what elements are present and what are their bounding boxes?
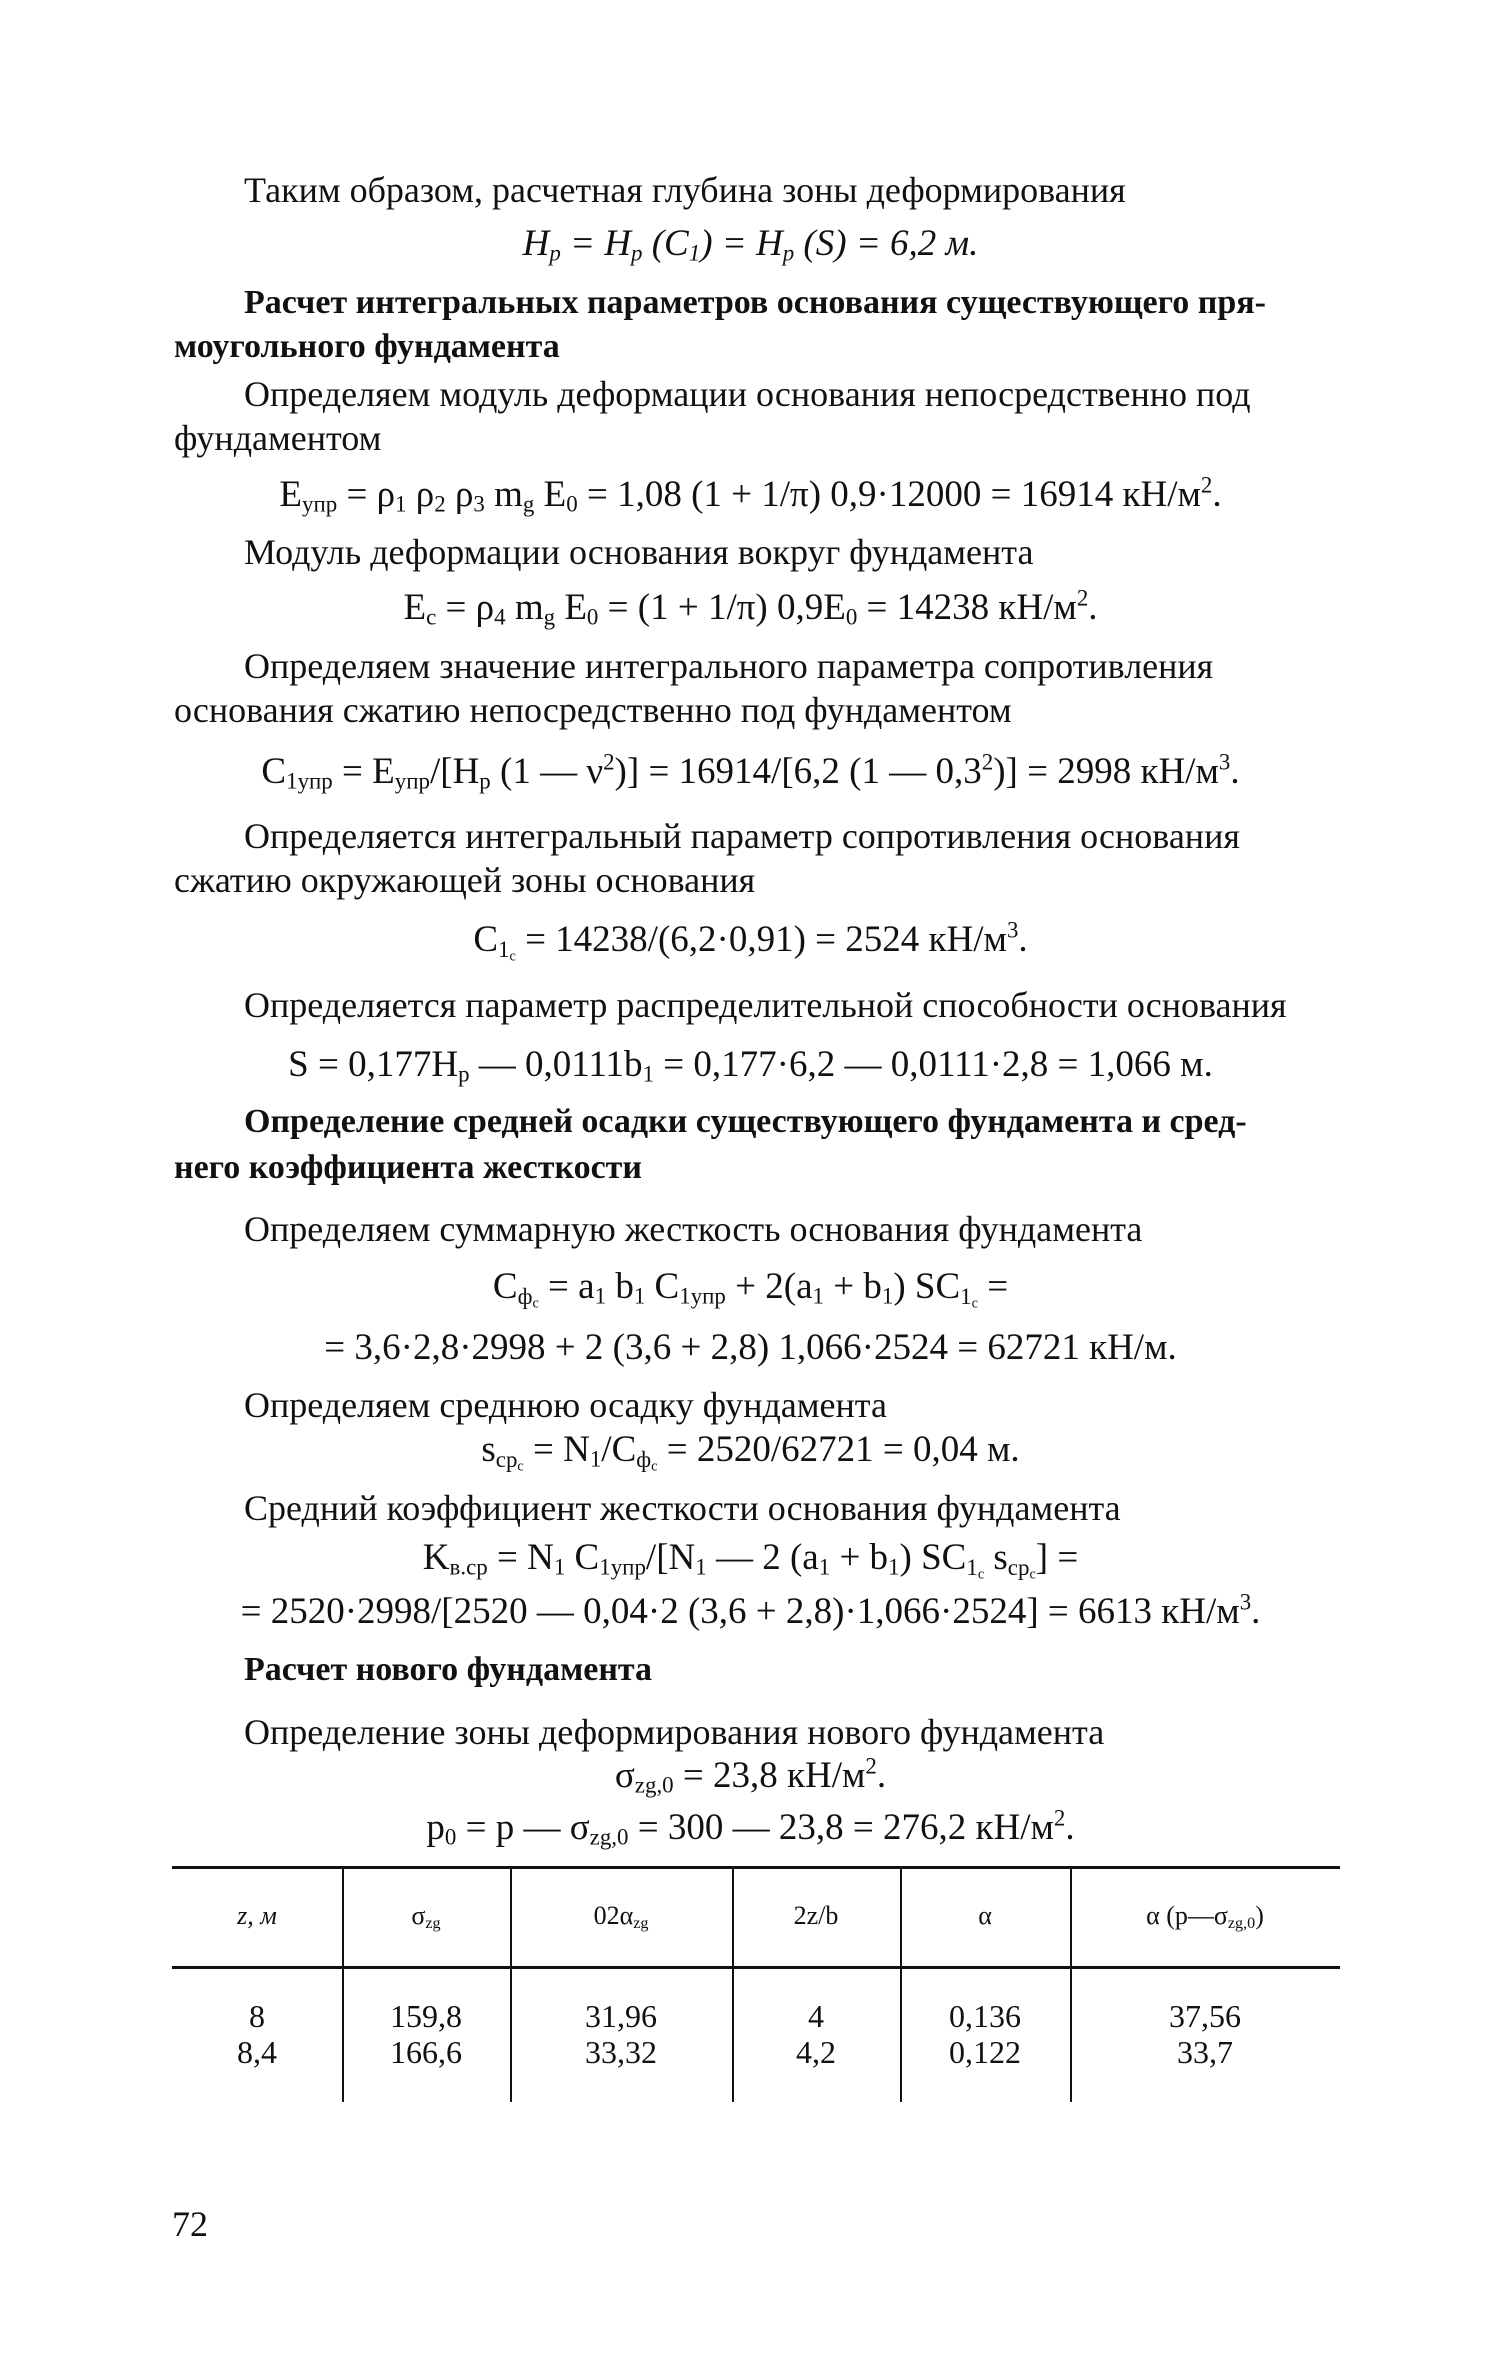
paragraph-line: фундаментом (174, 418, 382, 458)
table-cell: 37,56 (1169, 1998, 1241, 2034)
table-header-cell: $\sigma_{zg}$ (411, 1901, 441, 1933)
table-header-cell: z, м (237, 1901, 277, 1930)
formula-s: $S = 0,177H_p$ — $0,0111b_1 = 0,177\cdot 6,2$ — 0,0111·2,8 = 1,066 м. (288, 1044, 1213, 1087)
data-table (172, 1866, 1340, 2106)
table-header-cell: α (978, 1901, 992, 1930)
section-heading: Расчет нового фундамента (244, 1651, 653, 1688)
formula-e-upr: $E_{упр} = \rho_1$ $\rho_2$ $\rho_3$ $m_g$ $E_0 = 1,08$ (1 + 1/π) 0,9·12000 = 16914 $кН/м^2$. (279, 472, 1222, 517)
paragraph-line: Определяется параметр распределительной способности основания (244, 985, 1287, 1025)
section-heading: моугольного фундамента (174, 328, 560, 365)
paragraph-line: Таким образом, расчетная глубина зоны деформирования (244, 170, 1126, 210)
table-cell: 0,136 (949, 1998, 1021, 2034)
formula-c-f-c-value: = 3,6·2,8·2998 + 2 (3,6 + 2,8) 1,066·2524 = 62721 кН/м. (324, 1327, 1177, 1368)
table-cell: 31,96 (585, 1998, 657, 2034)
table-cell: 4,2 (796, 2034, 836, 2070)
paragraph-line: Определяем модуль деформации основания непосредственно под (244, 374, 1251, 414)
section-heading: Расчет интегральных параметров основания существующего пря- (244, 284, 1266, 321)
table-cell: 4 (808, 1998, 824, 2034)
formula-p0: $p_0 = p$ — $\sigma_{zg,0} = 300$ — 23,8 = 276,2 $кН/м^2$. (426, 1805, 1075, 1850)
table-header-cell: 2z/b (793, 1901, 839, 1930)
table-cell: 0,122 (949, 2034, 1021, 2070)
formula-s-cp: $s_{cp_c} = N_1/C_{ф_c} = 2520/62721 = 0,04$ м. (481, 1429, 1020, 1475)
paragraph-line: Определяем суммарную жесткость основания фундамента (244, 1209, 1143, 1249)
paragraph-line: сжатию окружающей зоны основания (174, 860, 756, 900)
paragraph-line: Определяем среднюю осадку фундамента (244, 1385, 887, 1425)
table-cell: 33,7 (1177, 2034, 1233, 2070)
paragraph-line: Определяем значение интегрального параметра сопротивления (244, 646, 1214, 686)
formula-c-f-c: $C_{ф_c} = a_1$ $b_1$ $C_{1упр} + 2(a_1 + b_1) SC_{1_c}$ = (492, 1266, 1009, 1312)
section-heading: Определение средней осадки существующего фундамента и сред- (244, 1103, 1247, 1140)
paragraph-line: Модуль деформации основания вокруг фундамента (244, 532, 1034, 572)
formula-e-c: $E_c = \rho_4$ $m_g$ $E_0 = (1 + 1/\pi) 0,9E_0 = 14238$ $кН/м^2$. (403, 585, 1098, 630)
formula-k-v-cp-value: = 2520·2998/[2520 — 0,04·2 (3,6 + 2,8)·1,066·2524] = 6613 $кН/м^3$. (240, 1589, 1261, 1632)
paragraph-line: Определение зоны деформирования нового фундамента (244, 1712, 1105, 1752)
formula-k-v-cp: $K_{в.ср} = N_1$ $C_{1упр}/[N_1$ — 2 $(a_1 + b_1)$ $SC_{1_c}$ $s_{cp_c}$] = (422, 1537, 1079, 1583)
table-cell: 8 (249, 1998, 265, 2034)
table-cell: 8,4 (237, 2034, 277, 2070)
formula-sigma-zg0: $\sigma_{zg,0} = 23,8$ $кН/м^2$. (614, 1753, 887, 1798)
table-header-cell: α $(p—\sigma_{zg,0})$ (1146, 1901, 1264, 1933)
table-cell: 33,32 (585, 2034, 657, 2070)
table-cell: 166,6 (390, 2034, 462, 2070)
table-cell: 159,8 (390, 1998, 462, 2034)
paragraph-line: Средний коэффициент жесткости основания фундамента (244, 1488, 1121, 1528)
page-number: 72 (172, 2204, 208, 2244)
paragraph-line: Определяется интегральный параметр сопротивления основания (244, 816, 1240, 856)
section-heading: него коэффициента жесткости (174, 1149, 642, 1186)
formula-c1-c: $C_{1_c} = 14238/(6,2\cdot 0,91) = 2524$ $кН/м^3$. (473, 917, 1028, 965)
paragraph-line: основания сжатию непосредственно под фундаментом (174, 690, 1012, 730)
formula-c1-upr: $C_{1упр} = E_{упр}/[H_p$ (1 — $\nu^2)] = 16914/[6,2$ (1 — $0,3^2)] = 2998$ $кН/м^3$. (261, 749, 1240, 794)
formula-depth: $H_p = H_p$ $(C_1) = H_p$ (S) = 6,2 м. (522, 223, 979, 266)
table-header-cell: $02\alpha_{zg}$ (593, 1901, 649, 1933)
